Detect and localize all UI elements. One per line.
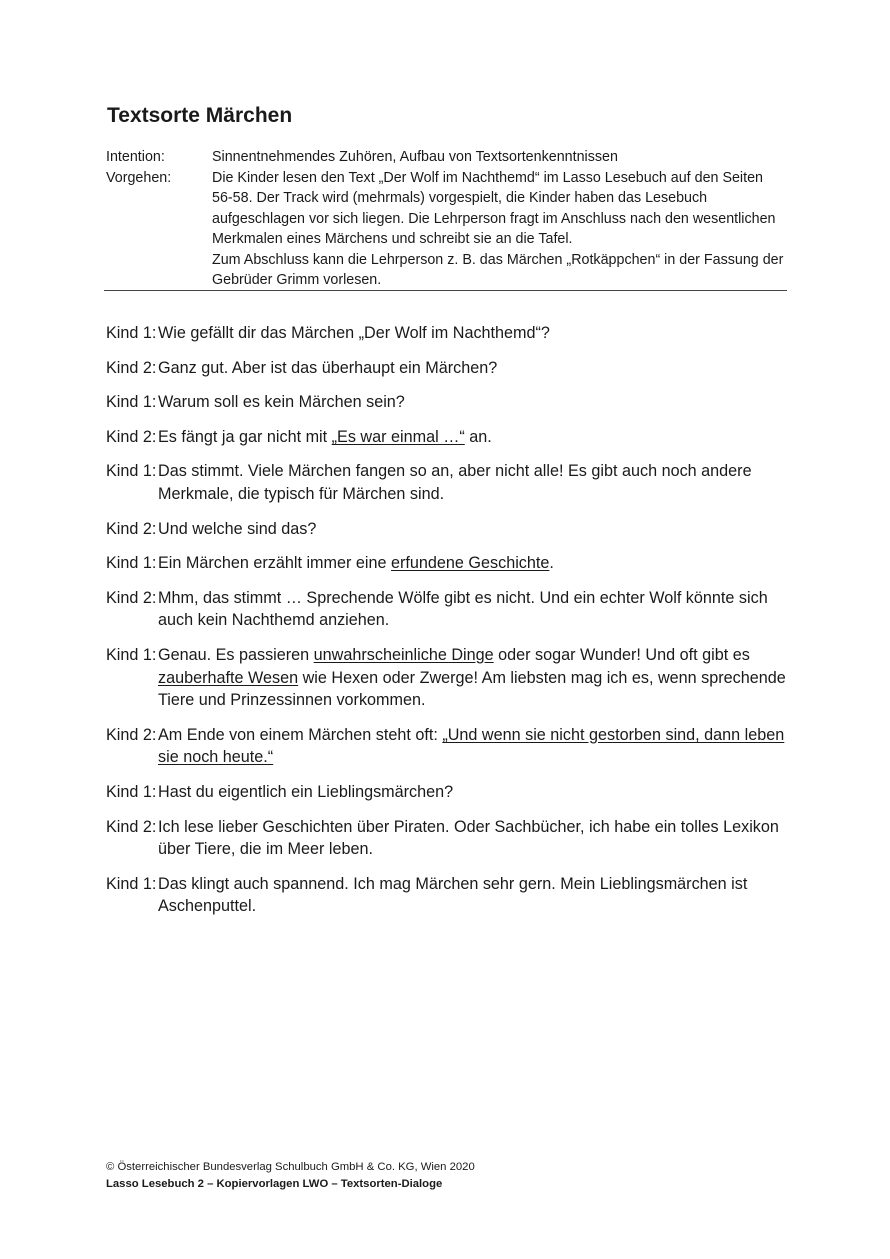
dialogue-turn <box>106 322 796 345</box>
utterance-text: oder sogar Wunder! Und oft gibt es <box>493 645 750 664</box>
dialogue-turn <box>106 460 796 505</box>
dialogue-turn <box>106 552 796 575</box>
utterance <box>158 587 796 632</box>
dialogue <box>106 322 796 930</box>
series-title: Lasso Lesebuch 2 – Kopiervorlagen LWO – Textsorten-Dialoge <box>106 1178 443 1190</box>
underlined-phrase: „Und wenn sie nicht gestorben sind, dann leben sie noch heute.“ <box>158 725 785 767</box>
abschluss-paragraph: Zum Abschluss kann die Lehrperson z. B. das Märchen „Rotkäppchen“ in der Fassung der Gebrüder Grimm vorlesen. <box>212 251 784 288</box>
utterance-text: wie Hexen oder Zwerge! Am liebsten mag ich es, wenn sprechende Tiere und Prinzessinnen vorkommen. <box>158 668 786 710</box>
speaker-label: Kind 2: <box>106 427 157 446</box>
utterance <box>158 724 796 769</box>
footer <box>106 1159 475 1193</box>
utterance-text: Hast du eigentlich ein Lieblingsmärchen? <box>158 782 454 801</box>
utterance <box>158 518 796 541</box>
underlined-phrase: „Es war einmal …“ <box>331 427 465 446</box>
dialogue-turn <box>106 391 796 414</box>
dialogue-turn <box>106 357 796 380</box>
dialogue-turn <box>106 781 796 804</box>
utterance <box>158 552 796 575</box>
utterance-text: Ganz gut. Aber ist das überhaupt ein Märchen? <box>158 358 498 377</box>
utterance-text: Warum soll es kein Märchen sein? <box>158 393 405 412</box>
speaker-label: Kind 1: <box>106 782 157 801</box>
utterance <box>158 816 796 861</box>
dialogue-turn <box>106 644 796 712</box>
utterance-text: Am Ende von einem Märchen steht oft: <box>158 725 443 744</box>
utterance-text: Das stimmt. Viele Märchen fangen so an, aber nicht alle! Es gibt auch noch andere Merkmale, die typisch für Märchen sind. <box>158 462 752 503</box>
speaker-label: Kind 1: <box>106 554 157 573</box>
underlined-phrase: erfundene Geschichte <box>391 554 550 573</box>
utterance-text: Ein Märchen erzählt immer eine <box>158 554 392 573</box>
dialogue-turn <box>106 426 796 449</box>
teacher-notes <box>106 147 786 291</box>
intention-text: Sinnentnehmendes Zuhören, Aufbau von Textsortenkenntnissen <box>212 149 618 165</box>
speaker-label: Kind 2: <box>106 358 157 377</box>
underlined-phrase: zauberhafte Wesen <box>158 668 299 687</box>
utterance <box>158 357 796 380</box>
utterance-text: Wie gefällt dir das Märchen „Der Wolf im Nachthemd“? <box>158 324 550 342</box>
dialogue-turn <box>106 587 796 632</box>
divider <box>104 290 787 291</box>
copyright-notice: © Österreichischer Bundesverlag Schulbuch GmbH & Co. KG, Wien 2020 <box>106 1161 475 1173</box>
speaker-label: Kind 1: <box>106 393 157 412</box>
dialogue-turn <box>106 518 796 541</box>
utterance-text: an. <box>464 427 492 446</box>
utterance <box>158 391 796 414</box>
vorgehen-text <box>212 168 786 291</box>
utterance-text: Und welche sind das? <box>158 519 317 538</box>
utterance-text: Ich lese lieber Geschichten über Piraten. Oder Sachbücher, ich habe ein tolles Lexikon über Tiere, die im Meer leben. <box>158 817 779 859</box>
speaker-label: Kind 1: <box>106 462 157 481</box>
vorgehen-row <box>106 168 786 291</box>
dialogue-turn <box>106 816 796 861</box>
utterance-text: . <box>549 554 554 573</box>
speaker-label: Kind 2: <box>106 817 157 836</box>
speaker-label: Kind 2: <box>106 588 157 607</box>
speaker-label: Kind 1: <box>106 645 157 664</box>
utterance-text: Es fängt ja gar nicht mit <box>158 427 332 446</box>
utterance-text: Mhm, das stimmt … Sprechende Wölfe gibt es nicht. Und ein echter Wolf könnte sich auch kein Nachthemd anziehen. <box>158 588 768 630</box>
page-title: Textsorte Märchen <box>107 104 293 127</box>
utterance <box>158 873 796 918</box>
dialogue-turn <box>106 724 796 769</box>
utterance <box>158 644 796 712</box>
speaker-label: Kind 2: <box>106 725 157 744</box>
utterance-text: Genau. Es passieren <box>158 645 314 664</box>
utterance <box>158 426 796 449</box>
utterance <box>158 460 796 505</box>
vorgehen-label: Vorgehen: <box>106 169 172 186</box>
vorgehen-paragraph: Die Kinder lesen den Text „Der Wolf im Nachthemd“ im Lasso Lesebuch auf den Seiten 56-58. Der Track wird (mehrmals) vorgespielt, die Kinder haben das Lesebuch aufgeschlagen vor sich liegen. Die Lehrperson fragt im Anschluss nach den wesentlichen Merkmalen eines Märchens und schreibt sie an die Tafel. <box>212 169 776 247</box>
utterance <box>158 322 796 345</box>
speaker-label: Kind 1: <box>106 874 157 893</box>
intention-row <box>106 147 786 168</box>
underlined-phrase: unwahrscheinliche Dinge <box>313 645 494 664</box>
utterance <box>158 781 796 804</box>
utterance-text: Das klingt auch spannend. Ich mag Märchen sehr gern. Mein Lieblingsmärchen ist Aschenputtel. <box>158 874 748 916</box>
dialogue-turn <box>106 873 796 918</box>
speaker-label: Kind 1: <box>106 324 157 342</box>
speaker-label: Kind 2: <box>106 519 157 538</box>
intention-label: Intention: <box>106 149 165 165</box>
